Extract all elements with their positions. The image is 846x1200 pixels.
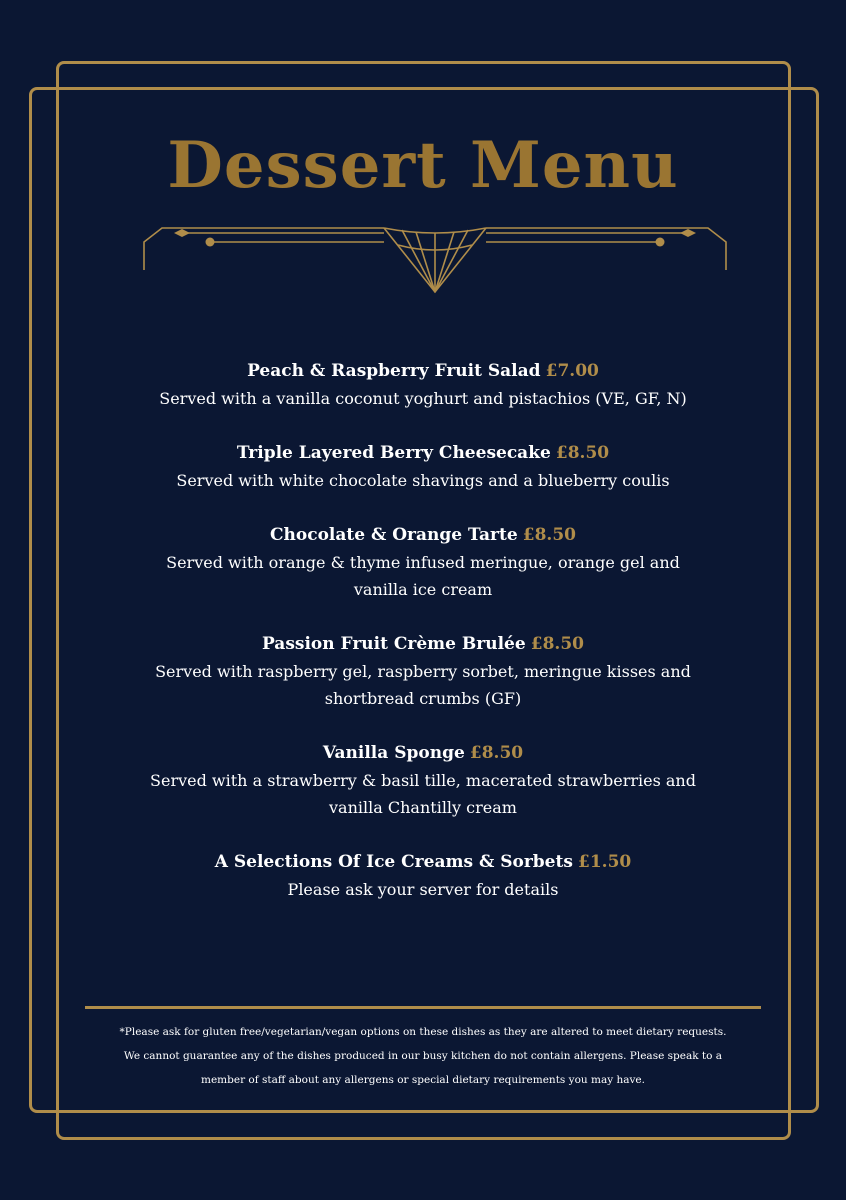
footnote-line: We cannot guarantee any of the dishes produced in our busy kitchen do not contain allergens. Please speak to a bbox=[123, 1050, 723, 1062]
item-price: £8.50 bbox=[530, 634, 584, 654]
item-description: Served with white chocolate shavings and a blueberry coulis bbox=[176, 471, 670, 490]
item-description: Served with orange & thyme infused meringue, orange gel and vanilla ice cream bbox=[166, 553, 680, 599]
item-price: £1.50 bbox=[578, 852, 632, 872]
item-price: £8.50 bbox=[522, 525, 576, 545]
item-price: £7.00 bbox=[545, 361, 599, 381]
menu-title: Dessert Menu bbox=[167, 128, 679, 203]
menu-item bbox=[100, 522, 746, 603]
menu-item bbox=[100, 358, 746, 412]
art-deco-ornament bbox=[140, 220, 730, 298]
item-name: Triple Layered Berry Cheesecake bbox=[236, 443, 551, 463]
item-name: Peach & Raspberry Fruit Salad bbox=[247, 361, 541, 381]
item-description: Please ask your server for details bbox=[287, 880, 559, 899]
allergen-footnote bbox=[100, 1020, 746, 1092]
item-name: Vanilla Sponge bbox=[322, 743, 465, 763]
item-price: £8.50 bbox=[555, 443, 610, 463]
item-description: Served with a strawberry & basil tille, macerated strawberries and vanilla Chantilly cream bbox=[150, 771, 696, 817]
item-name: Chocolate & Orange Tarte bbox=[270, 525, 518, 545]
menu-item bbox=[100, 849, 746, 903]
footnote-line: *Please ask for gluten free/vegetarian/vegan options on these dishes as they are altered to meet dietary requests. bbox=[119, 1026, 727, 1038]
item-description: Served with raspberry gel, raspberry sorbet, meringue kisses and shortbread crumbs (GF) bbox=[155, 662, 691, 708]
menu-item bbox=[100, 631, 746, 712]
menu-item bbox=[100, 440, 746, 494]
item-description: Served with a vanilla coconut yoghurt and pistachios (VE, GF, N) bbox=[159, 389, 687, 408]
item-name: A Selections Of Ice Creams & Sorbets bbox=[214, 852, 573, 872]
item-name: Passion Fruit Crème Brulée bbox=[261, 634, 526, 654]
menu-item bbox=[100, 740, 746, 821]
dessert-list bbox=[100, 358, 746, 931]
item-price: £8.50 bbox=[469, 743, 524, 763]
footnote-line: member of staff about any allergens or special dietary requirements you may have. bbox=[201, 1074, 645, 1086]
footer-divider bbox=[85, 1006, 761, 1009]
